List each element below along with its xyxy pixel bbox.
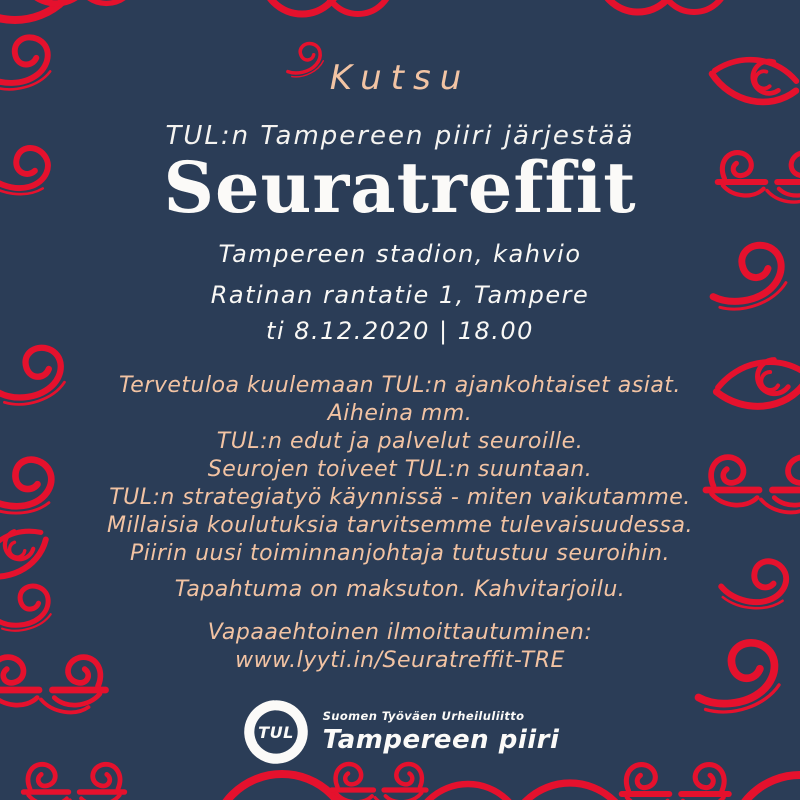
logo-org-name: Suomen Työväen Urheiluliitto [322, 709, 525, 723]
venue-line: Tampereen stadion, kahvio [218, 240, 582, 268]
agenda-line: Piirin uusi toiminnanjohtaja tutustuu seuroihin. [130, 541, 670, 566]
address-line: Ratinan rantatie 1, Tampere [210, 281, 590, 309]
logo-district-name: Tampereen piiri [322, 725, 560, 755]
agenda-line: Millaisia koulutuksia tarvitsemme tulevaisuudessa. [107, 513, 693, 538]
kicker-kutsu: Kutsu [329, 58, 471, 98]
agenda-line: Tervetuloa kuulemaan TUL:n ajankohtaiset asiat. [119, 373, 681, 398]
datetime-line: ti 8.12.2020 | 18.00 [266, 317, 534, 345]
agenda-text [0, 372, 800, 568]
free-admission-note: Tapahtuma on maksuton. Kahvitarjoilu. [174, 577, 626, 602]
signup-url: www.lyyti.in/Seuratreffit-TRE [235, 648, 565, 673]
signup-label: Vapaaehtoinen ilmoittautuminen: [207, 620, 593, 645]
pre-title: TUL:n Tampereen piiri järjestää [165, 121, 635, 151]
signup-block [0, 619, 800, 675]
tul-logo [0, 697, 800, 767]
agenda-line: Seurojen toiveet TUL:n suuntaan. [207, 457, 593, 482]
agenda-line: Aiheina mm. [327, 401, 473, 426]
event-title: Seuratreffit [163, 146, 637, 229]
agenda-line: TUL:n strategiatyö käynnissä - miten vaikutamme. [109, 485, 691, 510]
tul-emblem-text: TUL [257, 722, 294, 742]
tul-emblem-icon [241, 697, 311, 767]
agenda-line: TUL:n edut ja palvelut seuroille. [216, 429, 584, 454]
logo-text-block [323, 709, 560, 755]
